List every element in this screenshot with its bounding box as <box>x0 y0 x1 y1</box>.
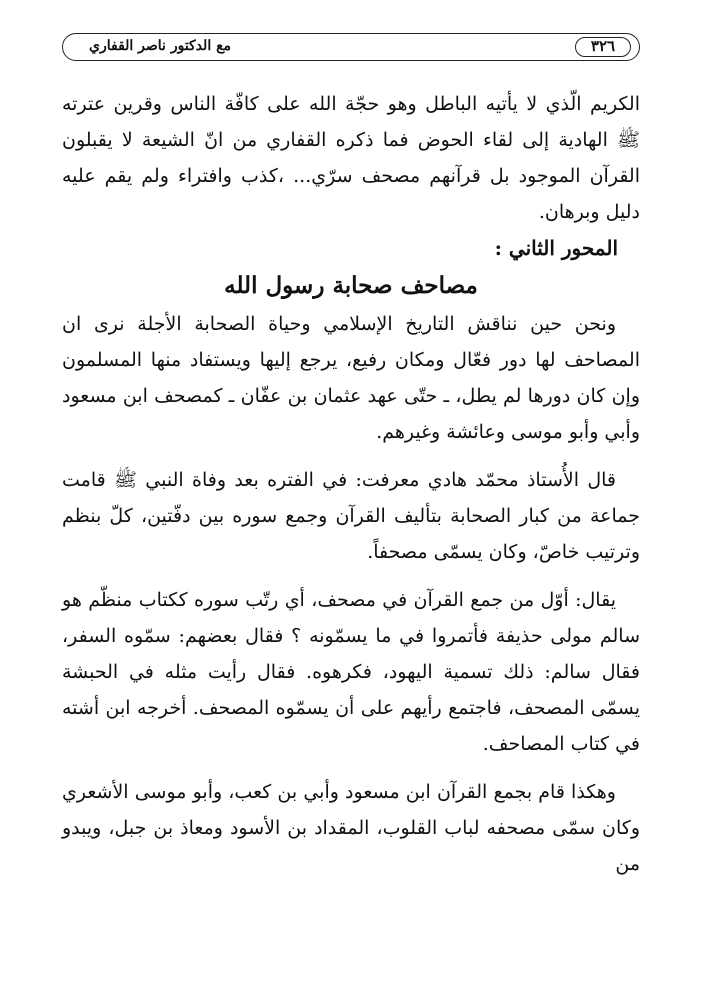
paragraph: يقال: أوّل من جمع القرآن في مصحف، أي رتّب سوره ككتاب منظّم هو سالم مولى حذيفة فأتمروا في ما يسمّونه ؟ فقال بعضهم: سمّوه السفر، فقال سالم: ذلك تسمية اليهود، فكرهوه. فقال رأيت مثله في الحبشة يسمّى المصحف، فاجتمع رأيهم على أن يسمّوه المصحف. أخرجه ابن أشته في كتاب المصاحف. <box>62 589 640 755</box>
running-title: مع الدكتور ناصر القفاري <box>89 38 232 54</box>
section-label: المحور الثاني : <box>494 236 618 260</box>
paragraph: ونحن حين نناقش التاريخ الإسلامي وحياة الصحابة الأجلة نرى ان المصاحف لها دور فعّال ومكان رفيع، يرجع إليها ويستفاد منها المسلمون وإن كان دورها لم يطل، ـ حتّى عهد عثمان بن عفّان ـ كمصحف ابن مسعود وأبي وأبو موسى وعائشة وغيرهم. <box>62 313 640 443</box>
page-number: ٣٢٦ <box>575 37 631 57</box>
running-header <box>62 33 640 61</box>
page-body <box>62 86 640 882</box>
paragraph: وهكذا قام بجمع القرآن ابن مسعود وأبي بن كعب، وأبو موسى الأشعري وكان سمّى مصحفه لباب القلوب، المقداد بن الأسود ومعاذ بن جبل، ويبدو من <box>62 781 640 875</box>
paragraph: قال الأُستاذ محمّد هادي معرفت: في الفتره بعد وفاة النبي ﷺ قامت جماعة من كبار الصحابة بتأليف القرآن وجمع سوره بين دفّتين، كلّ بنظم وترتيب خاصّ، وكان يسمّى مصحفاً. <box>62 469 640 563</box>
section-heading: مصاحف صحابة رسول الله <box>224 272 478 299</box>
paragraph: الكريم الّذي لا يأتيه الباطل وهو حجّة الله على كافّة الناس وقرين عترته ﷺ الهادية إلى لقاء الحوض فما ذكره القفاري من انّ الشيعة لا يقبلون القرآن الموجود بل قرآنهم مصحف سرّي... ،كذب وافتراء ولم يقم عليه دليل وبرهان. <box>62 93 640 223</box>
